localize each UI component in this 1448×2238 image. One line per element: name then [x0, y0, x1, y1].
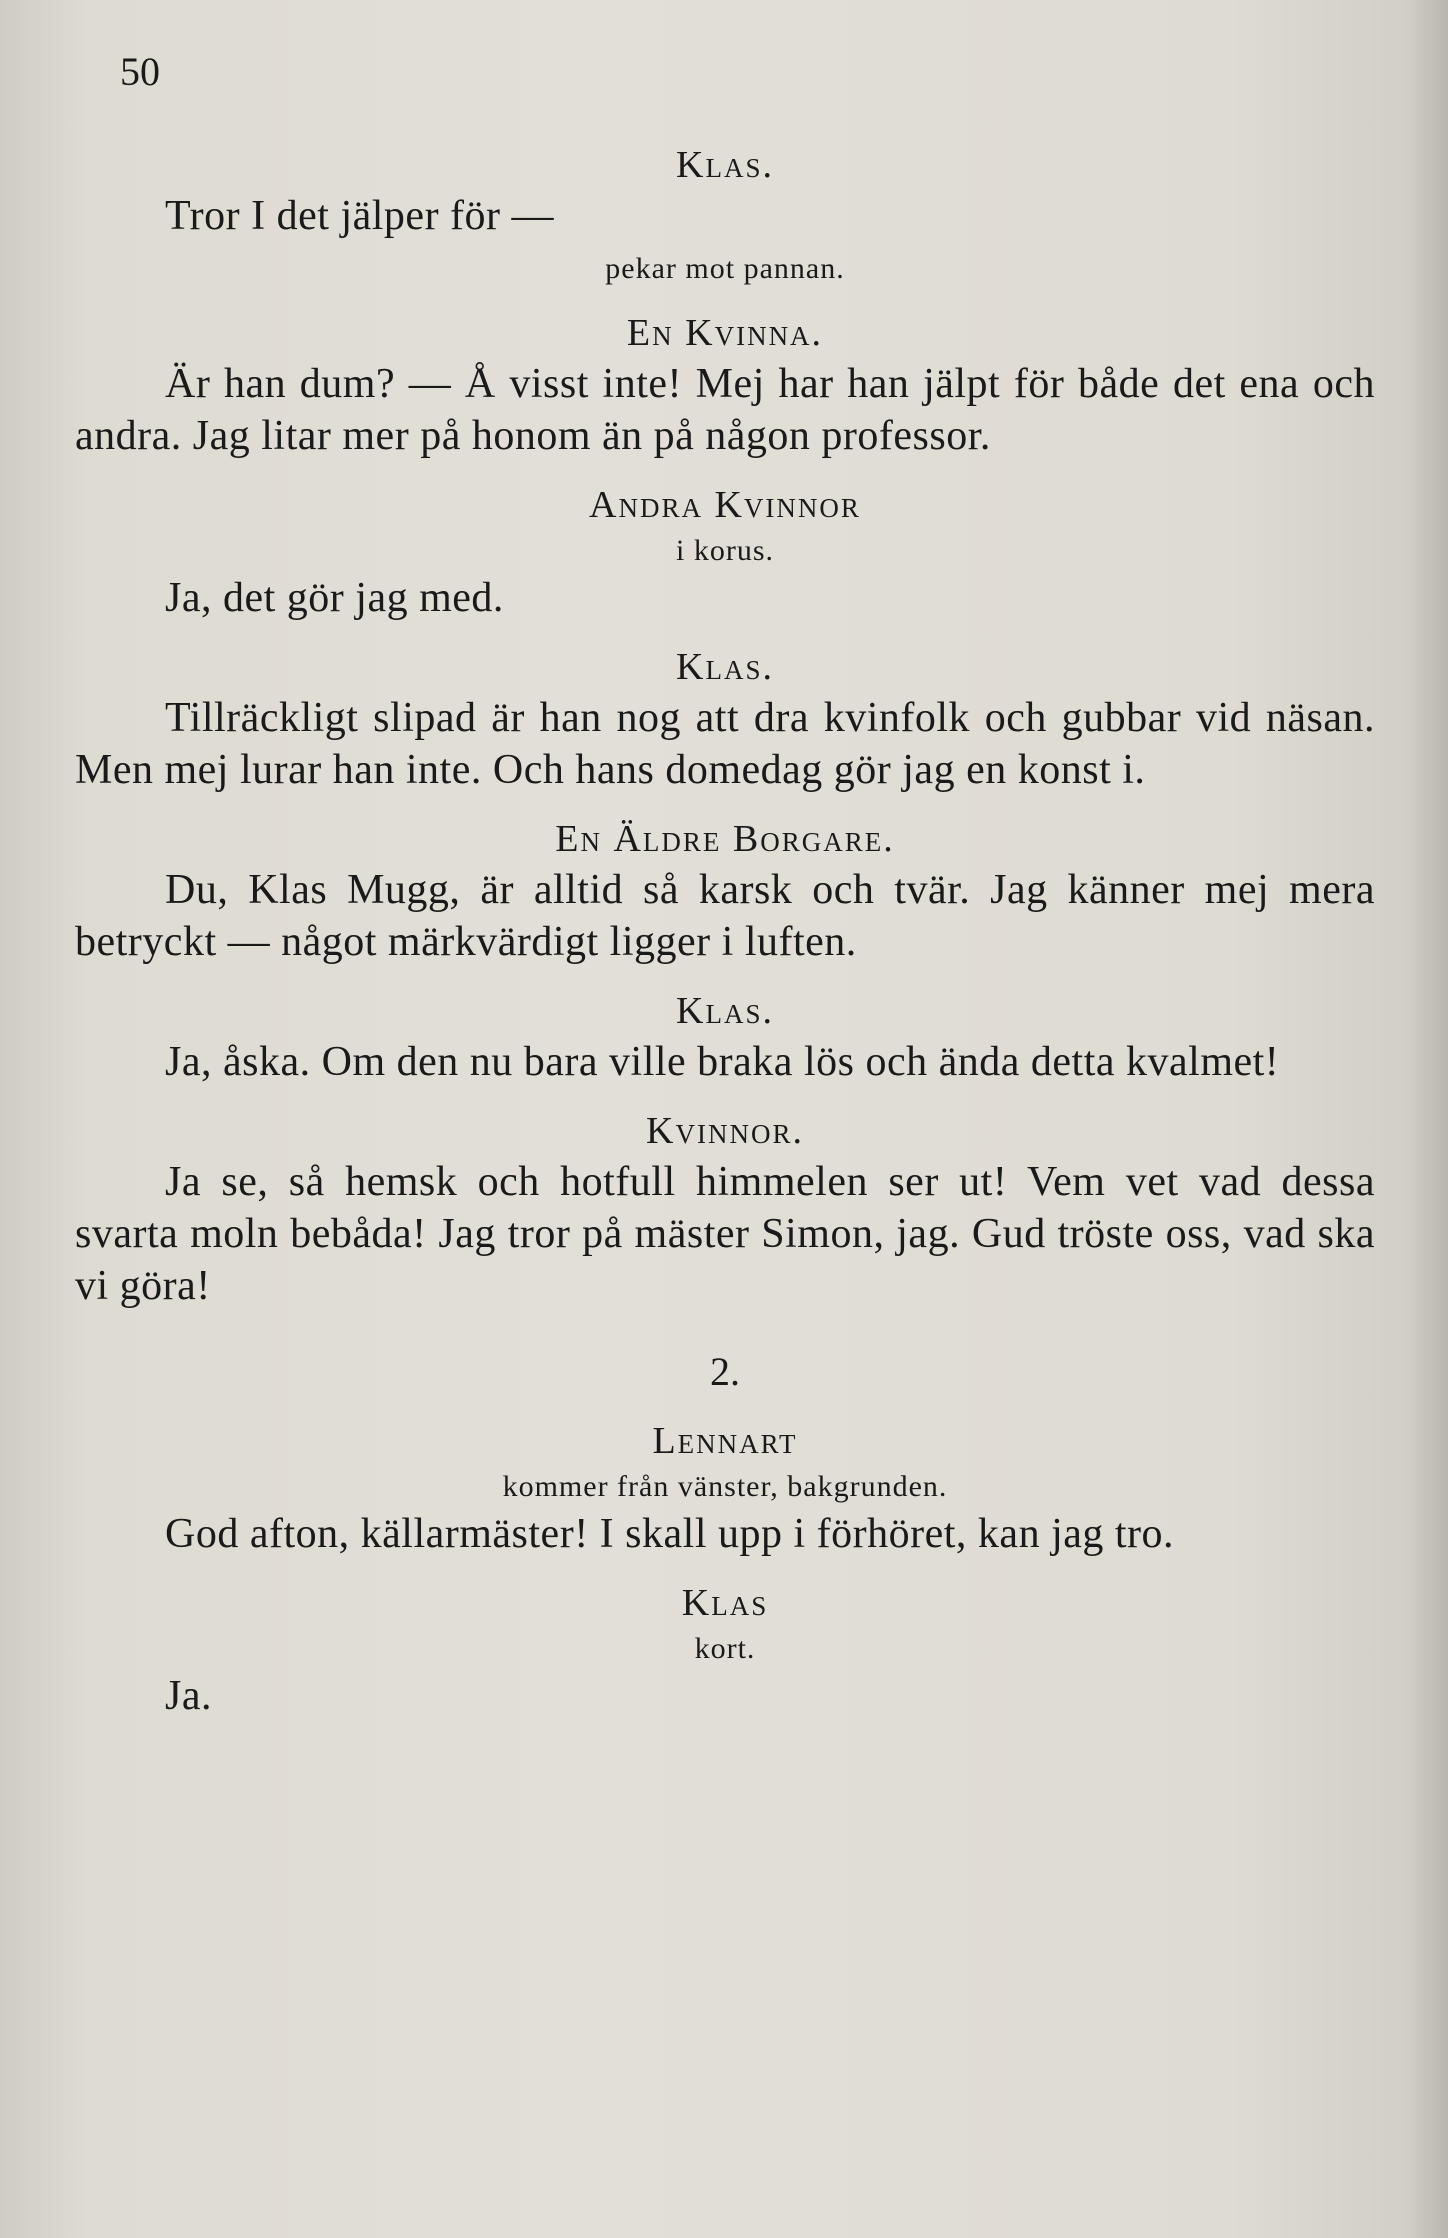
- speaker-name: Klas: [681, 1582, 769, 1624]
- stage-direction: pekar mot pannan.: [605, 252, 845, 285]
- speaker-name: En Kvinna.: [626, 312, 824, 354]
- speaker-name: Klas.: [676, 990, 774, 1032]
- dialogue-line: Tillräckligt slipad är han nog att dra kvinfolk och gubbar vid näsan. Men mej lurar han inte. Och hans domedag gör jag en konst i.: [75, 695, 1375, 793]
- speaker-name: Andra Kvinnor: [589, 484, 861, 526]
- speaker-name: Lennart: [652, 1420, 798, 1462]
- play-text: [75, 140, 1375, 1722]
- stage-direction: i korus.: [676, 534, 774, 567]
- dialogue-line: Ja se, så hemsk och hotfull himmelen ser ut! Vem vet vad dessa svarta moln bebåda! Jag tror på mäster Simon, jag. Gud tröste oss, vad ska vi göra!: [75, 1159, 1375, 1309]
- dialogue-line: Du, Klas Mugg, är alltid så karsk och tvär. Jag känner mej mera betryckt — något märkvärdigt ligger i luften.: [75, 867, 1375, 965]
- dialogue-line: Är han dum? — Å visst inte! Mej har han jälpt för både det ena och andra. Jag litar mer på honom än på någon professor.: [75, 361, 1375, 459]
- speaker-name: En Äldre Borgare.: [555, 818, 895, 860]
- dialogue-line: God afton, källarmäster! I skall upp i förhöret, kan jag tro.: [165, 1511, 1175, 1557]
- speaker-name: Klas.: [676, 144, 774, 186]
- stage-direction: kort.: [694, 1632, 756, 1665]
- dialogue-line: Ja, det gör jag med.: [165, 575, 504, 621]
- page-number: 50: [120, 49, 160, 94]
- speaker-name: Kvinnor.: [646, 1110, 804, 1152]
- dialogue-line: Tror I det jälper för —: [165, 193, 555, 239]
- scene-number: 2.: [710, 1349, 740, 1394]
- stage-direction: kommer från vänster, bakgrunden.: [502, 1470, 948, 1503]
- dialogue-line: Ja, åska. Om den nu bara ville braka lös och ända detta kvalmet!: [165, 1039, 1280, 1085]
- speaker-name: Klas.: [676, 646, 774, 688]
- dialogue-line: Ja.: [165, 1673, 212, 1719]
